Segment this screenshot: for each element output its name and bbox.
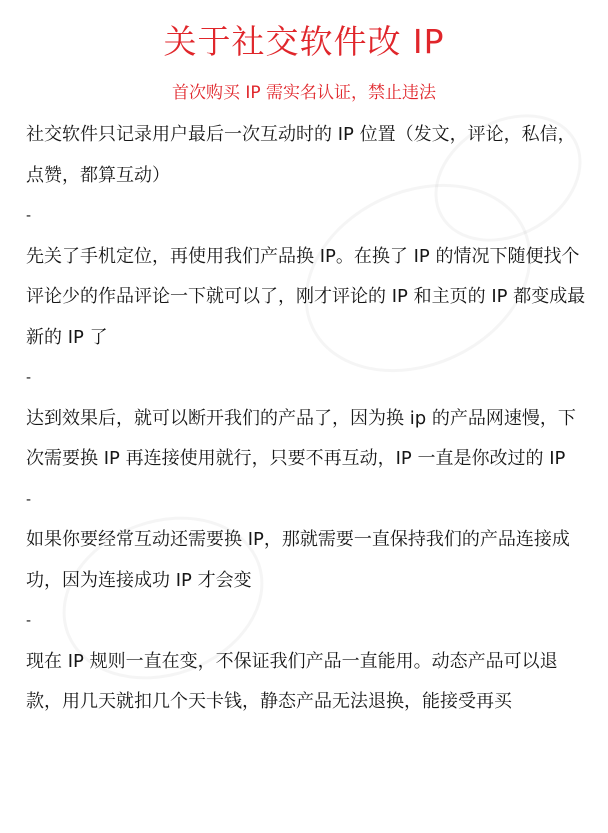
document-subtitle: 首次购买 IP 需实名认证，禁止违法 <box>171 83 437 103</box>
separator-1: - <box>26 208 32 224</box>
paragraph-3: 达到效果后，就可以断开我们的产品了，因为换 ip 的产品网速慢，下次需要换 IP 再连接使用就行，只要不再互动，IP 一直是你改过的 IP <box>26 407 576 469</box>
paragraph-4: 如果你要经常互动还需要换 IP，那就需要一直保持我们的产品连接成功，因为连接成功 IP 才会变 <box>26 529 570 591</box>
document-title: 关于社交软件改 IP <box>163 22 445 61</box>
separator-3: - <box>26 491 32 508</box>
separator-2: - <box>26 370 32 386</box>
document-body <box>26 115 586 723</box>
paragraph-1: 社交软件只记录用户最后一次互动时的 IP 位置（发文，评论，私信，点赞，都算互动） <box>26 124 576 186</box>
paragraph-5: 现在 IP 规则一直在变，不保证我们产品一直能用。动态产品可以退款，用几天就扣几个天卡钱，静态产品无法退换，能接受再买 <box>26 650 558 712</box>
paragraph-2: 先关了手机定位，再使用我们产品换 IP。在换了 IP 的情况下随便找个评论少的作品评论一下就可以了，刚才评论的 IP 和主页的 IP 都变成最新的 IP 了 <box>26 245 586 348</box>
separator-4: - <box>26 613 32 629</box>
